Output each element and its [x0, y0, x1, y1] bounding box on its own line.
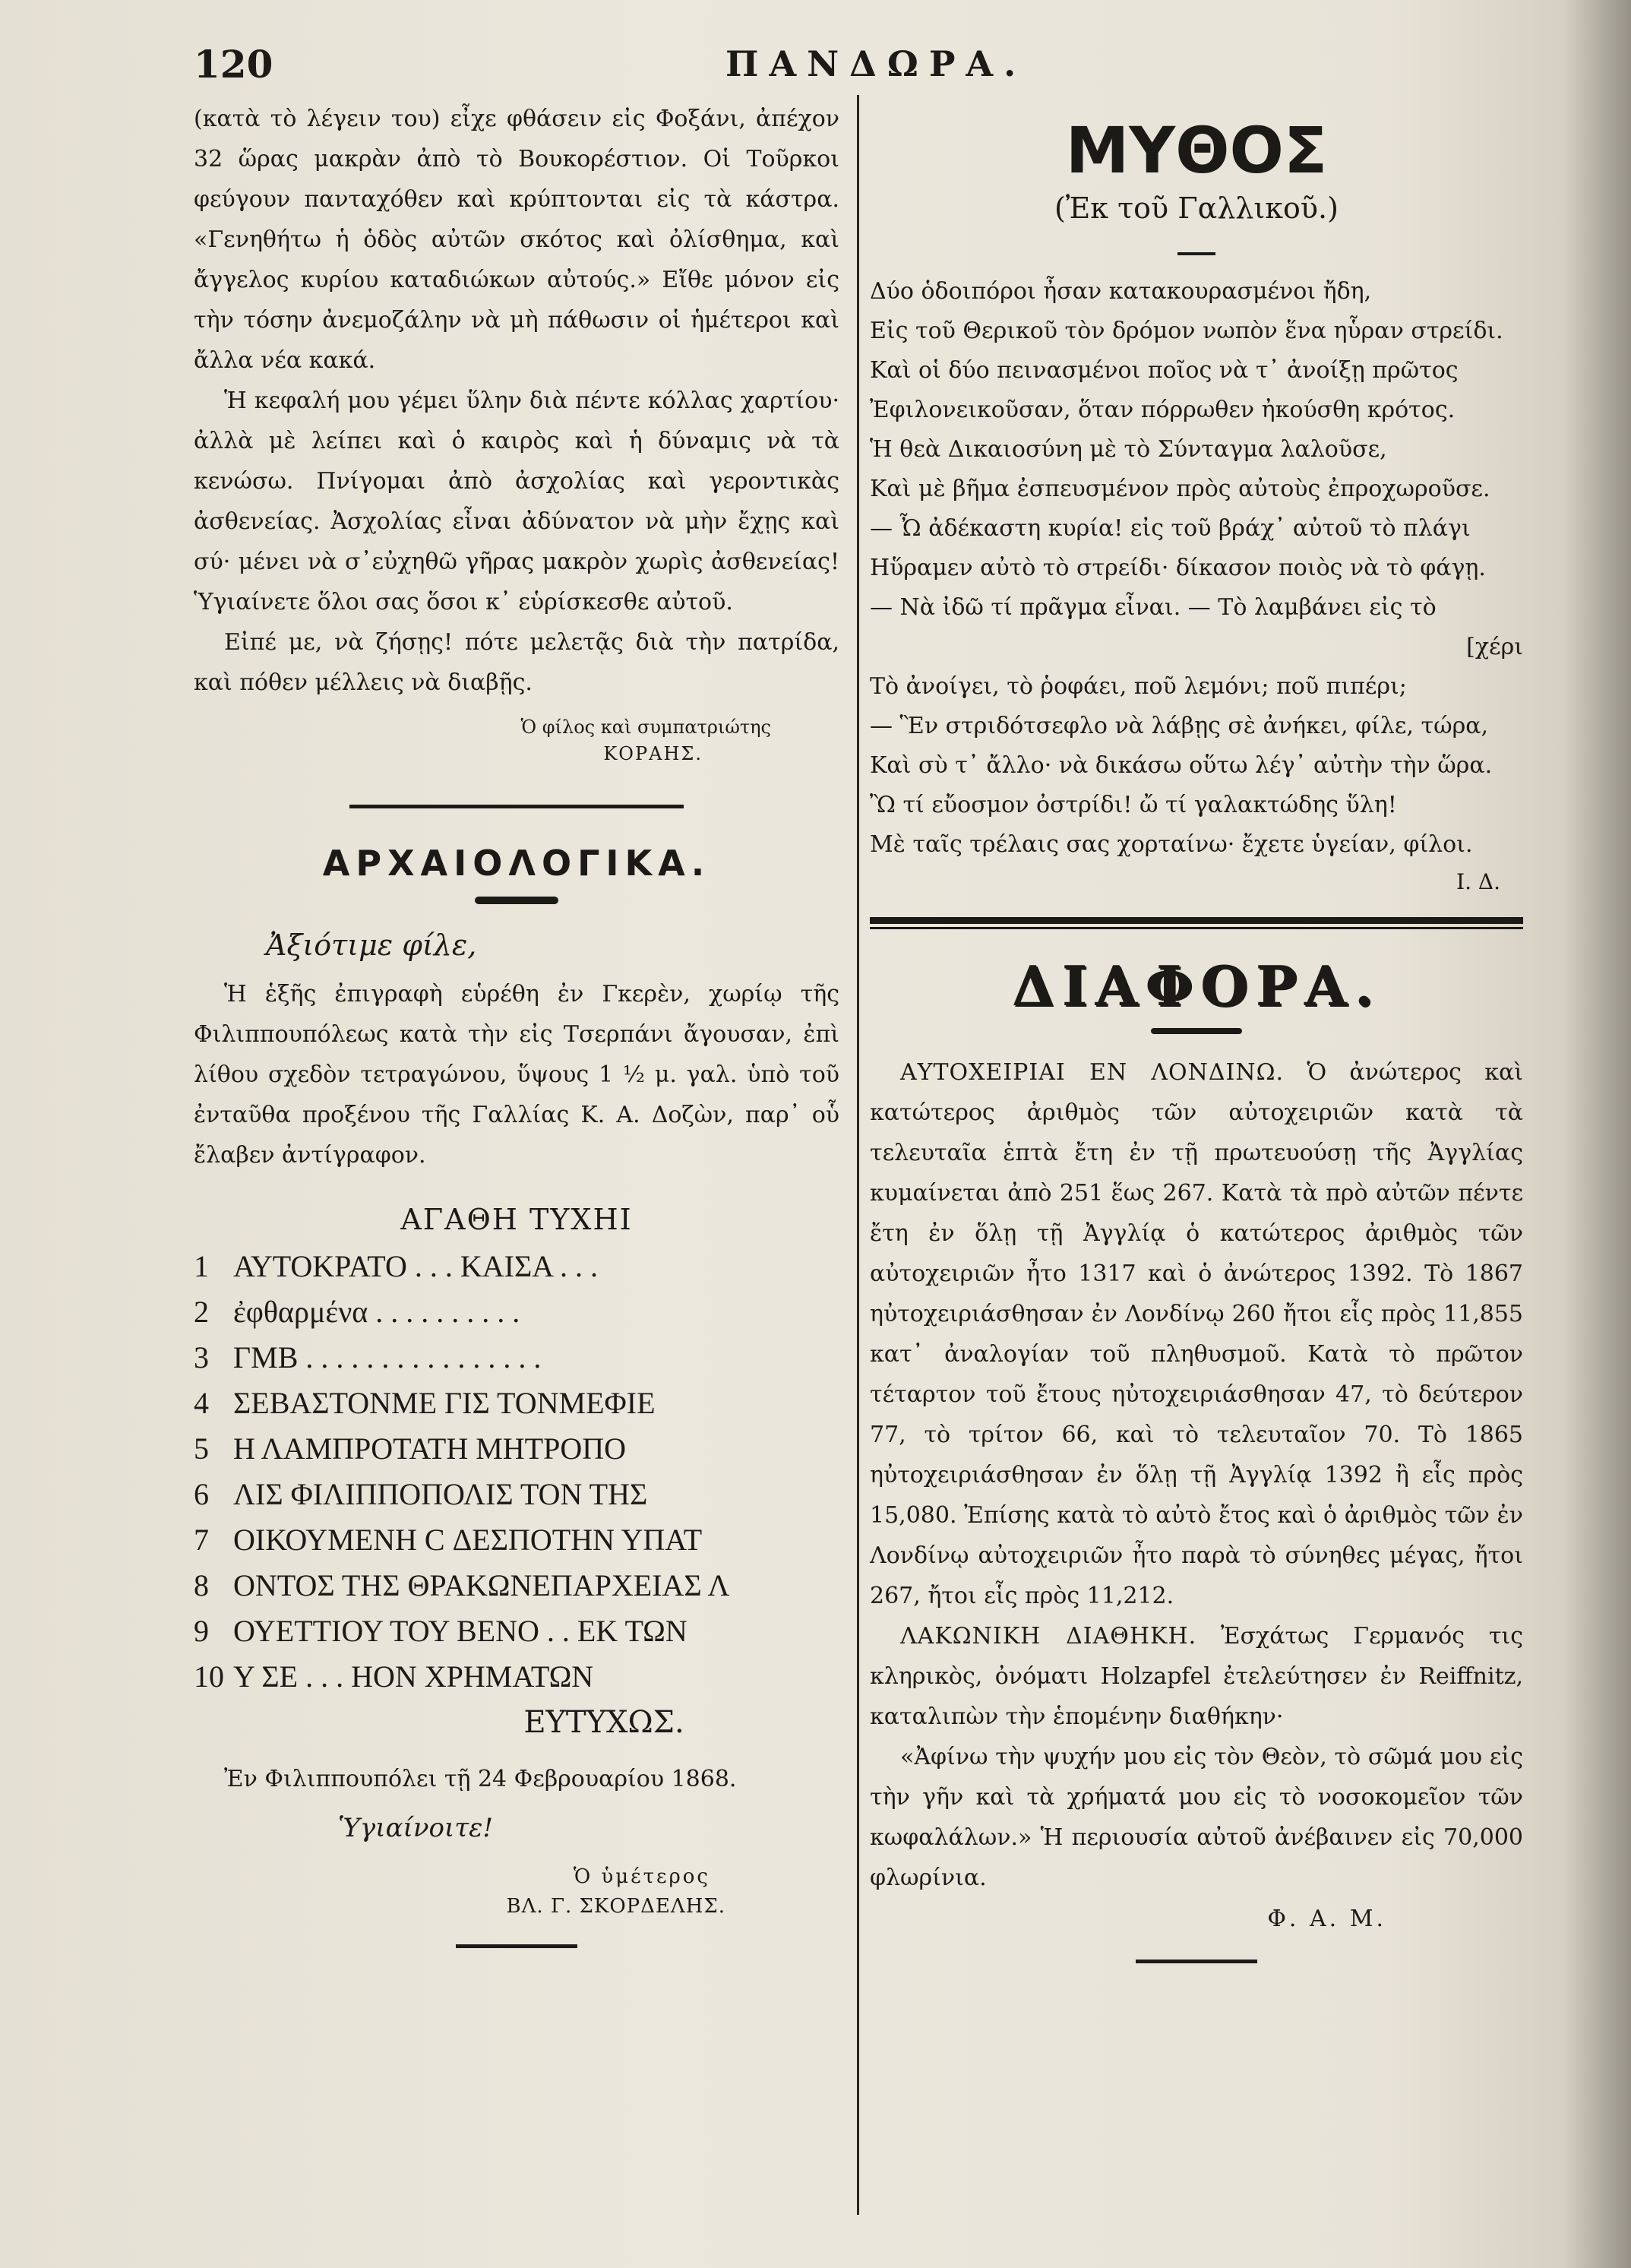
- section-title-archaeology: ΑΡΧΑΙΟΛΟΓΙΚΑ.: [322, 843, 711, 884]
- poem-line: — Νὰ ἰδῶ τί πρᾶγμα εἶναι. — Τὸ λαμβάνει εἰς τὸ: [870, 594, 1437, 621]
- letter-signoff: Ὁ φίλος καὶ συμπατριώτης: [520, 716, 771, 738]
- poem-line: Ὢ τί εὔοσμον ὀστρίδι! ὤ τί γαλακτώδης ὕλη!: [870, 792, 1397, 818]
- inscription-line: 7 ΟΙΚΟΥΜΕΝΗ C ΔΕΣΠΟΤΗΝ ΥΠΑΤ: [194, 1523, 703, 1557]
- poem-line: Καὶ μὲ βῆμα ἐσπευσμένον πρὸς αὐτοὺς ἐπροχωροῦσε.: [870, 476, 1490, 502]
- poem-line-continuation: [χέρι: [1466, 634, 1523, 660]
- poem-line: Καὶ οἱ δύο πεινασμένοι ποῖος νὰ τ᾽ ἀνοίξῃ πρῶτος: [870, 357, 1459, 384]
- letter-paragraph: Εἰπέ με, νὰ ζήσῃς! πότε μελετᾷς διὰ τὴν πατρίδα, καὶ πόθεν μέλλεις νὰ διαβῇς.: [194, 629, 839, 696]
- ornament-flourish: [1151, 1028, 1242, 1034]
- inscription-line: 1 ΑΥΤΟΚΡΑΤΟ . . . ΚΑΙΣΑ . . .: [194, 1249, 598, 1283]
- poem: [870, 272, 1523, 865]
- inscription-line: 9 ΟΥΕΤΤΙΟΥ ΤΟΥ ΒΕΝΟ . . ΕΚ ΤΩΝ: [194, 1614, 687, 1648]
- poem-line: Μὲ ταῖς τρέλαις σας χορταίνω· ἔχετε ὑγείαν, φίλοι.: [870, 831, 1473, 858]
- poem-line: Ἐφιλονεικοῦσαν, ὅταν πόρρωθεν ἠκούσθη κρότος.: [870, 397, 1456, 423]
- poem-line: Τὸ ἀνοίγει, τὸ ῥοφάει, ποῦ λεμόνι; ποῦ πιπέρι;: [870, 673, 1407, 700]
- news-item-testament: [870, 1616, 1523, 1737]
- closing-greeting: Ὑγιαίνοιτε!: [338, 1813, 494, 1843]
- closing-signature: ΒΛ. Γ. ΣΚΟΡΔΕΛΗΣ.: [506, 1895, 725, 1918]
- running-title: ΠΑΝΔΩΡΑ.: [725, 43, 1027, 84]
- news-item-testament-quote: «Ἀφίνω τὴν ψυχήν μου εἰς τὸν Θεὸν, τὸ σῶμά μου εἰς τὴν γῆν καὶ τὰ χρήματά μου εἰς τὸ νοσοκομεῖον τῶν κωφαλάλων.» Ἡ περιουσία αὐτοῦ ἀνέβαινεν εἰς 70,000 φλωρίνια.: [870, 1744, 1523, 1891]
- binding-shadow: [1563, 0, 1631, 2268]
- end-rule: [456, 1944, 577, 1948]
- news-lead: ΛΑΚΩΝΙΚΗ ΔΙΑΘΗΚΗ.: [900, 1623, 1197, 1650]
- inscription-line: 2 ἐφθαρμένα . . . . . . . . . .: [194, 1295, 520, 1329]
- poem-line: Δύο ὁδοιπόροι ἦσαν κατακουρασμένοι ἤδη,: [870, 278, 1372, 305]
- section-rule-thin: [870, 927, 1523, 929]
- dateline: Ἐν Φιλιππουπόλει τῇ 24 Φεβρουαρίου 1868.: [224, 1766, 737, 1792]
- news-lead: ΑΥΤΟΧΕΙΡΙΑΙ ΕΝ ΛΟΝΔΙΝΩ.: [900, 1059, 1285, 1086]
- salutation: Ἀξιότιμε φίλε,: [266, 928, 477, 962]
- news-item-suicides: [870, 1052, 1523, 1616]
- section-title-mythos: ΜΥΘΟΣ: [1065, 113, 1328, 188]
- inscription-line: 10 Υ ΣΕ . . . ΗΟΝ ΧΡΗΜΑΤΩΝ: [194, 1659, 594, 1694]
- inscription-line: 5 Η ΛΑΜΠΡΟΤΑΤΗ ΜΗΤΡΟΠΟ: [194, 1431, 626, 1466]
- poem-line: Ηὕραμεν αὐτὸ τὸ στρείδι· δίκασον ποιὸς νὰ τὸ φάγῃ.: [870, 555, 1486, 581]
- left-column: [194, 99, 839, 1948]
- archaeology-intro: Ἡ ἑξῆς ἐπιγραφὴ εὑρέθη ἐν Γκερὲν, χωρίῳ τῆς Φιλιππουπόλεως κατὰ τὴν εἰς Τσερπάνι ἄγουσαν, ἐπὶ λίθου σχεδὸν τετραγώνου, ὕψους 1 ½ μ. γαλ. ὑπὸ τοῦ ἐνταῦθα προξένου τῆς Γαλλίας Κ. Α. Δοζὼν, παρ᾽ οὗ ἔλαβεν ἀντίγραφον.: [194, 981, 839, 1169]
- letter-signature: ΚΟΡΑΗΣ.: [603, 743, 703, 764]
- inscription-line: 6 ΛΙΣ ΦΙΛΙΠΠΟΠΟΛΙΣ ΤΟΝ ΤΗΣ: [194, 1477, 648, 1511]
- page-number: 120: [194, 42, 273, 87]
- inscription-final: ΕΥΤΥΧΩΣ.: [523, 1705, 684, 1740]
- poem-line: Καὶ σὺ τ᾽ ἄλλο· νὰ δικάσω οὕτω λέγ᾽ αὐτὴν τὴν ὥρα.: [870, 752, 1493, 779]
- poem-line: Ἡ θεὰ Δικαιοσύνη μὲ τὸ Σύνταγμα λαλοῦσε,: [870, 436, 1387, 463]
- section-title-diafora: ΔΙΑΦΟΡΑ.: [1012, 954, 1381, 1018]
- end-rule: [1136, 1960, 1257, 1963]
- poem-line: — Ἓν στριδότσεφλο νὰ λάβῃς σὲ ἀνήκει, φίλε, τώρα,: [870, 713, 1488, 739]
- inscription-line: 3 ΓΜΒ . . . . . . . . . . . . . . . .: [194, 1340, 542, 1374]
- section-rule-thick: [870, 917, 1523, 924]
- news-body: Ὁ ἀνώτερος καὶ κατώτερος ἀριθμὸς τῶν αὐτοχειριῶν κατὰ τὰ τελευταῖα ἑπτὰ ἔτη ἐν τῇ πρωτευούσῃ τῆς Ἀγγλίας κυμαίνεται ἀπὸ 251 ἕως 267. Κατὰ τὰ πρὸ αὐτῶν πέντε ἔτη ἐν ὅλῃ τῇ Ἀγγλίᾳ ὁ κατώτερος ἀριθμὸς τῶν αὐτοχειριῶν ἦτο 1317 καὶ ὁ ἀνώτερος 1392. Τὸ 1867 ηὐτοχειριάσθησαν ἐν Λονδίνῳ 260 ἤτοι εἷς πρὸς 11,855 κατ᾽ ἀναλογίαν τοῦ πληθυσμοῦ. Κατὰ τὸ πρῶτον τέταρτον τοῦ ἔτους ηὐτοχειριάσθησαν 47, τὸ δεύτερον 77, τὸ τρίτον 66, καὶ τὸ τελευταῖον 70. Τὸ 1865 ηὐτοχειριάσθησαν ἐν ὅλῃ τῇ Ἀγγλίᾳ 1392 ἢ εἷς πρὸς 15,080. Ἐπίσης κατὰ τὸ αὐτὸ ἔτος καὶ ὁ ἀριθμὸς τῶν ἐν Λονδίνῳ αὐτοχειριῶν ἦτο παρὰ τὸ σύνηθες μέγας, ἤτοι 267, ἤτοι εἷς πρὸς 11,212.: [870, 1059, 1523, 1609]
- page-header: [194, 42, 1523, 95]
- poem-line: Εἰς τοῦ Θερικοῦ τὸν δρόμον νωπὸν ἕνα ηὗραν στρείδι.: [870, 318, 1503, 344]
- letter-paragraph: (κατὰ τὸ λέγειν του) εἶχε φθάσειν εἰς Φοξάνι, ἀπέχον 32 ὥρας μακρὰν ἀπὸ τὸ Βουκορέστιον. Οἱ Τοῦρκοι φεύγουν πανταχόθεν καὶ κρύπτονται εἰς τὰ κάστρα. «Γενηθήτω ἡ ὁδὸς αὐτῶν σκότος καὶ ὀλίσθημα, καὶ ἄγγελος κυρίου καταδιώκων αὐτούς.» Εἴθε μόνον εἰς τὴν τόσην ἀνεμοζάλην νὰ μὴ πάθωσιν οἱ ἡμέτεροι καὶ ἄλλα νέα κακά.: [194, 106, 839, 374]
- poem-initials: Ι. Δ.: [1456, 869, 1500, 894]
- news-initials: Φ. Α. Μ.: [1267, 1906, 1386, 1932]
- column-divider: [857, 95, 859, 2215]
- poem-line: — Ὦ ἀδέκαστη κυρία! εἰς τοῦ βράχ᾽ αὐτοῦ τὸ πλάγι: [870, 515, 1471, 542]
- section-rule: [349, 805, 684, 808]
- ornament-flourish: [475, 897, 558, 904]
- news-body: Ἐσχάτως Γερμανός τις κληρικὸς, ὀνόματι Holzapfel ἐτελεύτησεν ἐν Reiffnitz, καταλιπὼν τὴν ἑπομένην διαθήκην·: [870, 1623, 1523, 1730]
- mythos-subtitle: (Ἐκ τοῦ Γαλλικοῦ.): [1054, 191, 1339, 225]
- right-column: [870, 99, 1523, 1963]
- letter-paragraph: Ἡ κεφαλή μου γέμει ὕλην διὰ πέντε κόλλας χαρτίου· ἀλλὰ μὲ λείπει καὶ ὁ καιρὸς καὶ ἡ δύναμις νὰ τὰ κενώσω. Πνίγομαι ἀπὸ ἀσχολίας καὶ γεροντικὰς ἀσθενείας. Ἀσχολίας εἶναι ἀδύνατον νὰ μὴν ἔχῃς καὶ σύ· μένει νὰ σ᾽εὐχηθῶ γῆρας μακρὸν χωρὶς ἀσθενείας! Ὑγιαίνετε ὅλοι σας ὅσοι κ᾽ εὑρίσκεσθε αὐτοῦ.: [194, 387, 839, 615]
- closing-signoff: Ὁ ὑμέτερος: [573, 1865, 710, 1888]
- inscription-title: ΑΓΑΘΗ ΤΥΧΗΙ: [400, 1203, 633, 1236]
- inscription-line: 4 ΣΕΒΑΣΤΟΝΜΕ ΓΙΣ ΤΟΝΜΕΦΙΕ: [194, 1386, 656, 1420]
- inscription-line: 8 ΟΝΤΟΣ ΤΗΣ ΘΡΑΚΩΝΕΠΑΡΧΕΙΑΣ Λ: [194, 1568, 730, 1602]
- inscription: [194, 1244, 839, 1745]
- short-dash: [1177, 252, 1215, 255]
